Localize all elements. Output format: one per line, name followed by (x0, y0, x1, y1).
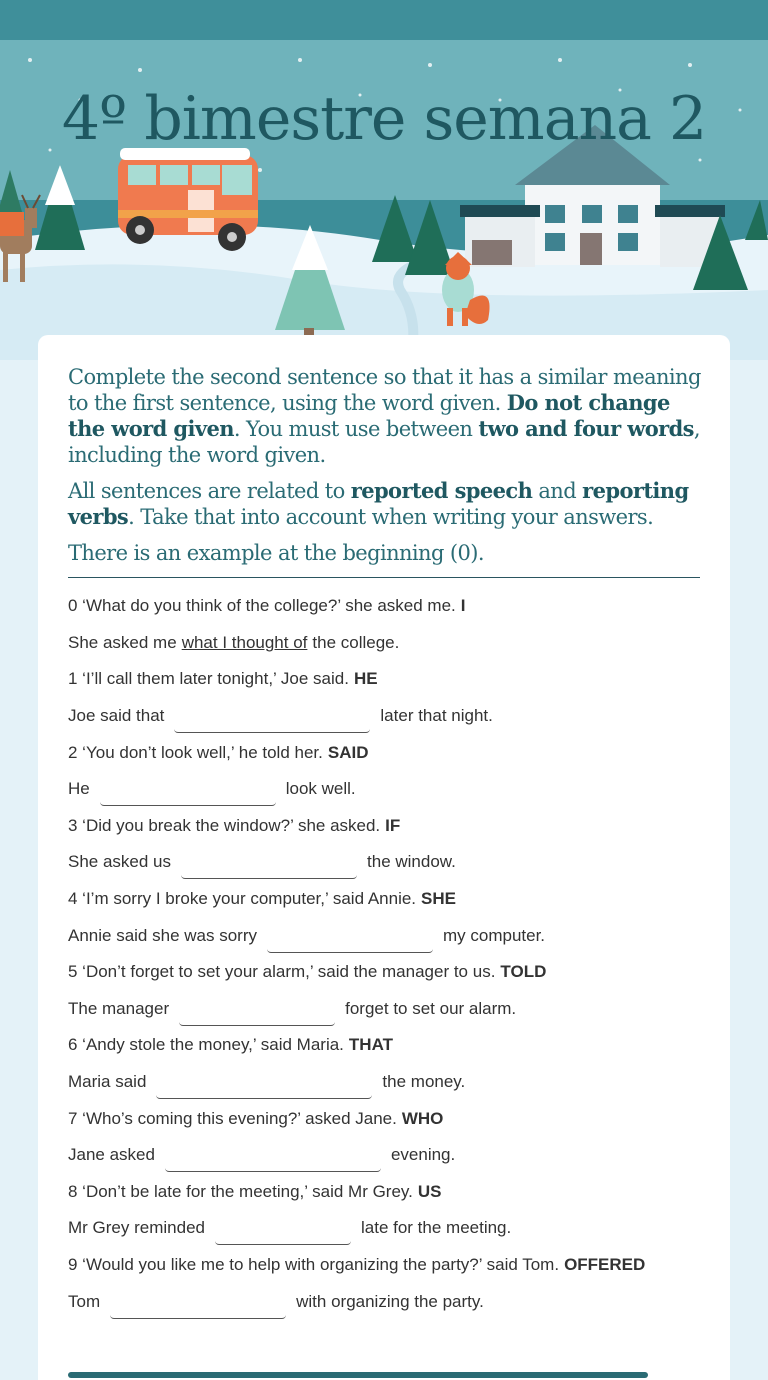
divider (68, 577, 700, 578)
answer-suffix: with organizing the party. (296, 1291, 484, 1311)
instruction-paragraph-1 (68, 364, 708, 468)
instruction-emphasis: Do not change the word given (68, 390, 670, 441)
question-2 (68, 734, 708, 771)
instruction-emphasis: two and four words (478, 416, 694, 441)
answer-input-6[interactable] (156, 1073, 372, 1099)
example-answer-text: what I thought of (181, 632, 308, 652)
answer-input-7[interactable] (165, 1146, 381, 1172)
question-text: 3 ‘Did you break the window?’ she asked. (68, 815, 381, 835)
answer-suffix: the money. (382, 1072, 466, 1092)
key-word: TOLD (500, 962, 547, 982)
answer-row-9 (68, 1283, 708, 1320)
answer-row-1 (68, 698, 708, 735)
answer-row-2 (68, 771, 708, 808)
question-3 (68, 808, 708, 845)
answer-input-8[interactable] (215, 1219, 351, 1245)
key-word: HE (353, 669, 378, 689)
answer-input-4[interactable] (267, 927, 433, 953)
question-text: 9 ‘Would you like me to help with organizing the party?’ said Tom. (68, 1254, 560, 1274)
question-text: 5 ‘Don’t forget to set your alarm,’ said the manager to us. (68, 962, 496, 982)
answer-suffix: late for the meeting. (360, 1218, 512, 1238)
answer-row-8 (68, 1210, 708, 1247)
answer-prefix: Maria said (68, 1072, 147, 1092)
instruction-text: . Take that into account when writing your answers. (128, 505, 654, 529)
answer-suffix: later that night. (380, 706, 493, 726)
instruction-emphasis: reporting verbs (68, 478, 689, 529)
instruction-text: All sentences are related to (68, 479, 345, 503)
question-text: 8 ‘Don’t be late for the meeting,’ said Mr Grey. (68, 1181, 413, 1201)
answer-input-1[interactable] (174, 707, 370, 733)
answer-row-5 (68, 991, 708, 1028)
key-word: SHE (421, 889, 456, 909)
key-word: SAID (327, 742, 369, 762)
instruction-text: and (538, 479, 577, 503)
key-word: OFFERED (564, 1254, 646, 1274)
answer-input-5[interactable] (179, 1000, 335, 1026)
answer-prefix: He (68, 779, 90, 799)
question-text: 4 ‘I’m sorry I broke your computer,’ said Annie. (68, 889, 417, 909)
instruction-text: , including the word given. (68, 417, 700, 467)
answer-prefix: Joe said that (68, 706, 165, 726)
question-text: 2 ‘You don’t look well,’ he told her. (68, 742, 323, 762)
answer-suffix: evening. (390, 1145, 456, 1165)
question-text: 0 ‘What do you think of the college?’ she asked me. (68, 596, 456, 616)
instructions (68, 364, 708, 576)
top-bar (0, 0, 768, 40)
answer-suffix: the college. (312, 632, 400, 652)
question-7 (68, 1100, 708, 1137)
key-word: US (417, 1181, 442, 1201)
answer-prefix: Annie said she was sorry (68, 925, 257, 945)
answer-suffix: the window. (367, 852, 456, 872)
answer-row-3 (68, 844, 708, 881)
exercise-list (68, 588, 708, 1320)
question-text: 7 ‘Who’s coming this evening?’ asked Jane. (68, 1108, 397, 1128)
answer-prefix: Tom (68, 1291, 101, 1311)
answer-input-2[interactable] (100, 780, 276, 806)
next-section-heading-cutoff (68, 1372, 708, 1380)
answer-row-6 (68, 1064, 708, 1101)
instruction-emphasis: reported speech (350, 478, 533, 503)
question-1 (68, 661, 708, 698)
key-word: WHO (401, 1108, 444, 1128)
question-text: 6 ‘Andy stole the money,’ said Maria. (68, 1035, 344, 1055)
instruction-text: Complete the second sentence so that it has a similar meaning to the first sentence, using the word given. (68, 365, 701, 415)
answer-prefix: The manager (68, 998, 170, 1018)
question-8 (68, 1174, 708, 1211)
answer-input-3[interactable] (181, 853, 357, 879)
example-question (68, 588, 708, 625)
instruction-paragraph-2 (68, 478, 708, 530)
answer-suffix: forget to set our alarm. (345, 998, 517, 1018)
question-9 (68, 1247, 708, 1284)
question-text: 1 ‘I’ll call them later tonight,’ Joe said. (68, 669, 349, 689)
answer-row-7 (68, 1137, 708, 1174)
answer-prefix: Mr Grey reminded (68, 1218, 205, 1238)
answer-row-4 (68, 917, 708, 954)
answer-prefix: She asked us (68, 852, 172, 872)
page-title: 4º bimestre semana 2 (61, 84, 707, 154)
key-word: IF (385, 815, 401, 835)
answer-suffix: my computer. (442, 925, 546, 945)
key-word: THAT (348, 1035, 393, 1055)
question-4 (68, 881, 708, 918)
key-word: I (460, 596, 466, 616)
question-6 (68, 1027, 708, 1064)
answer-suffix: look well. (285, 779, 356, 799)
answer-prefix: She asked me (68, 632, 177, 652)
answer-prefix: Jane asked (68, 1145, 155, 1165)
answer-input-9[interactable] (110, 1293, 286, 1319)
instruction-paragraph-3: There is an example at the beginning (0). (68, 541, 484, 565)
example-answer (68, 625, 708, 662)
question-5 (68, 954, 708, 991)
instruction-text: . You must use between (233, 417, 473, 441)
